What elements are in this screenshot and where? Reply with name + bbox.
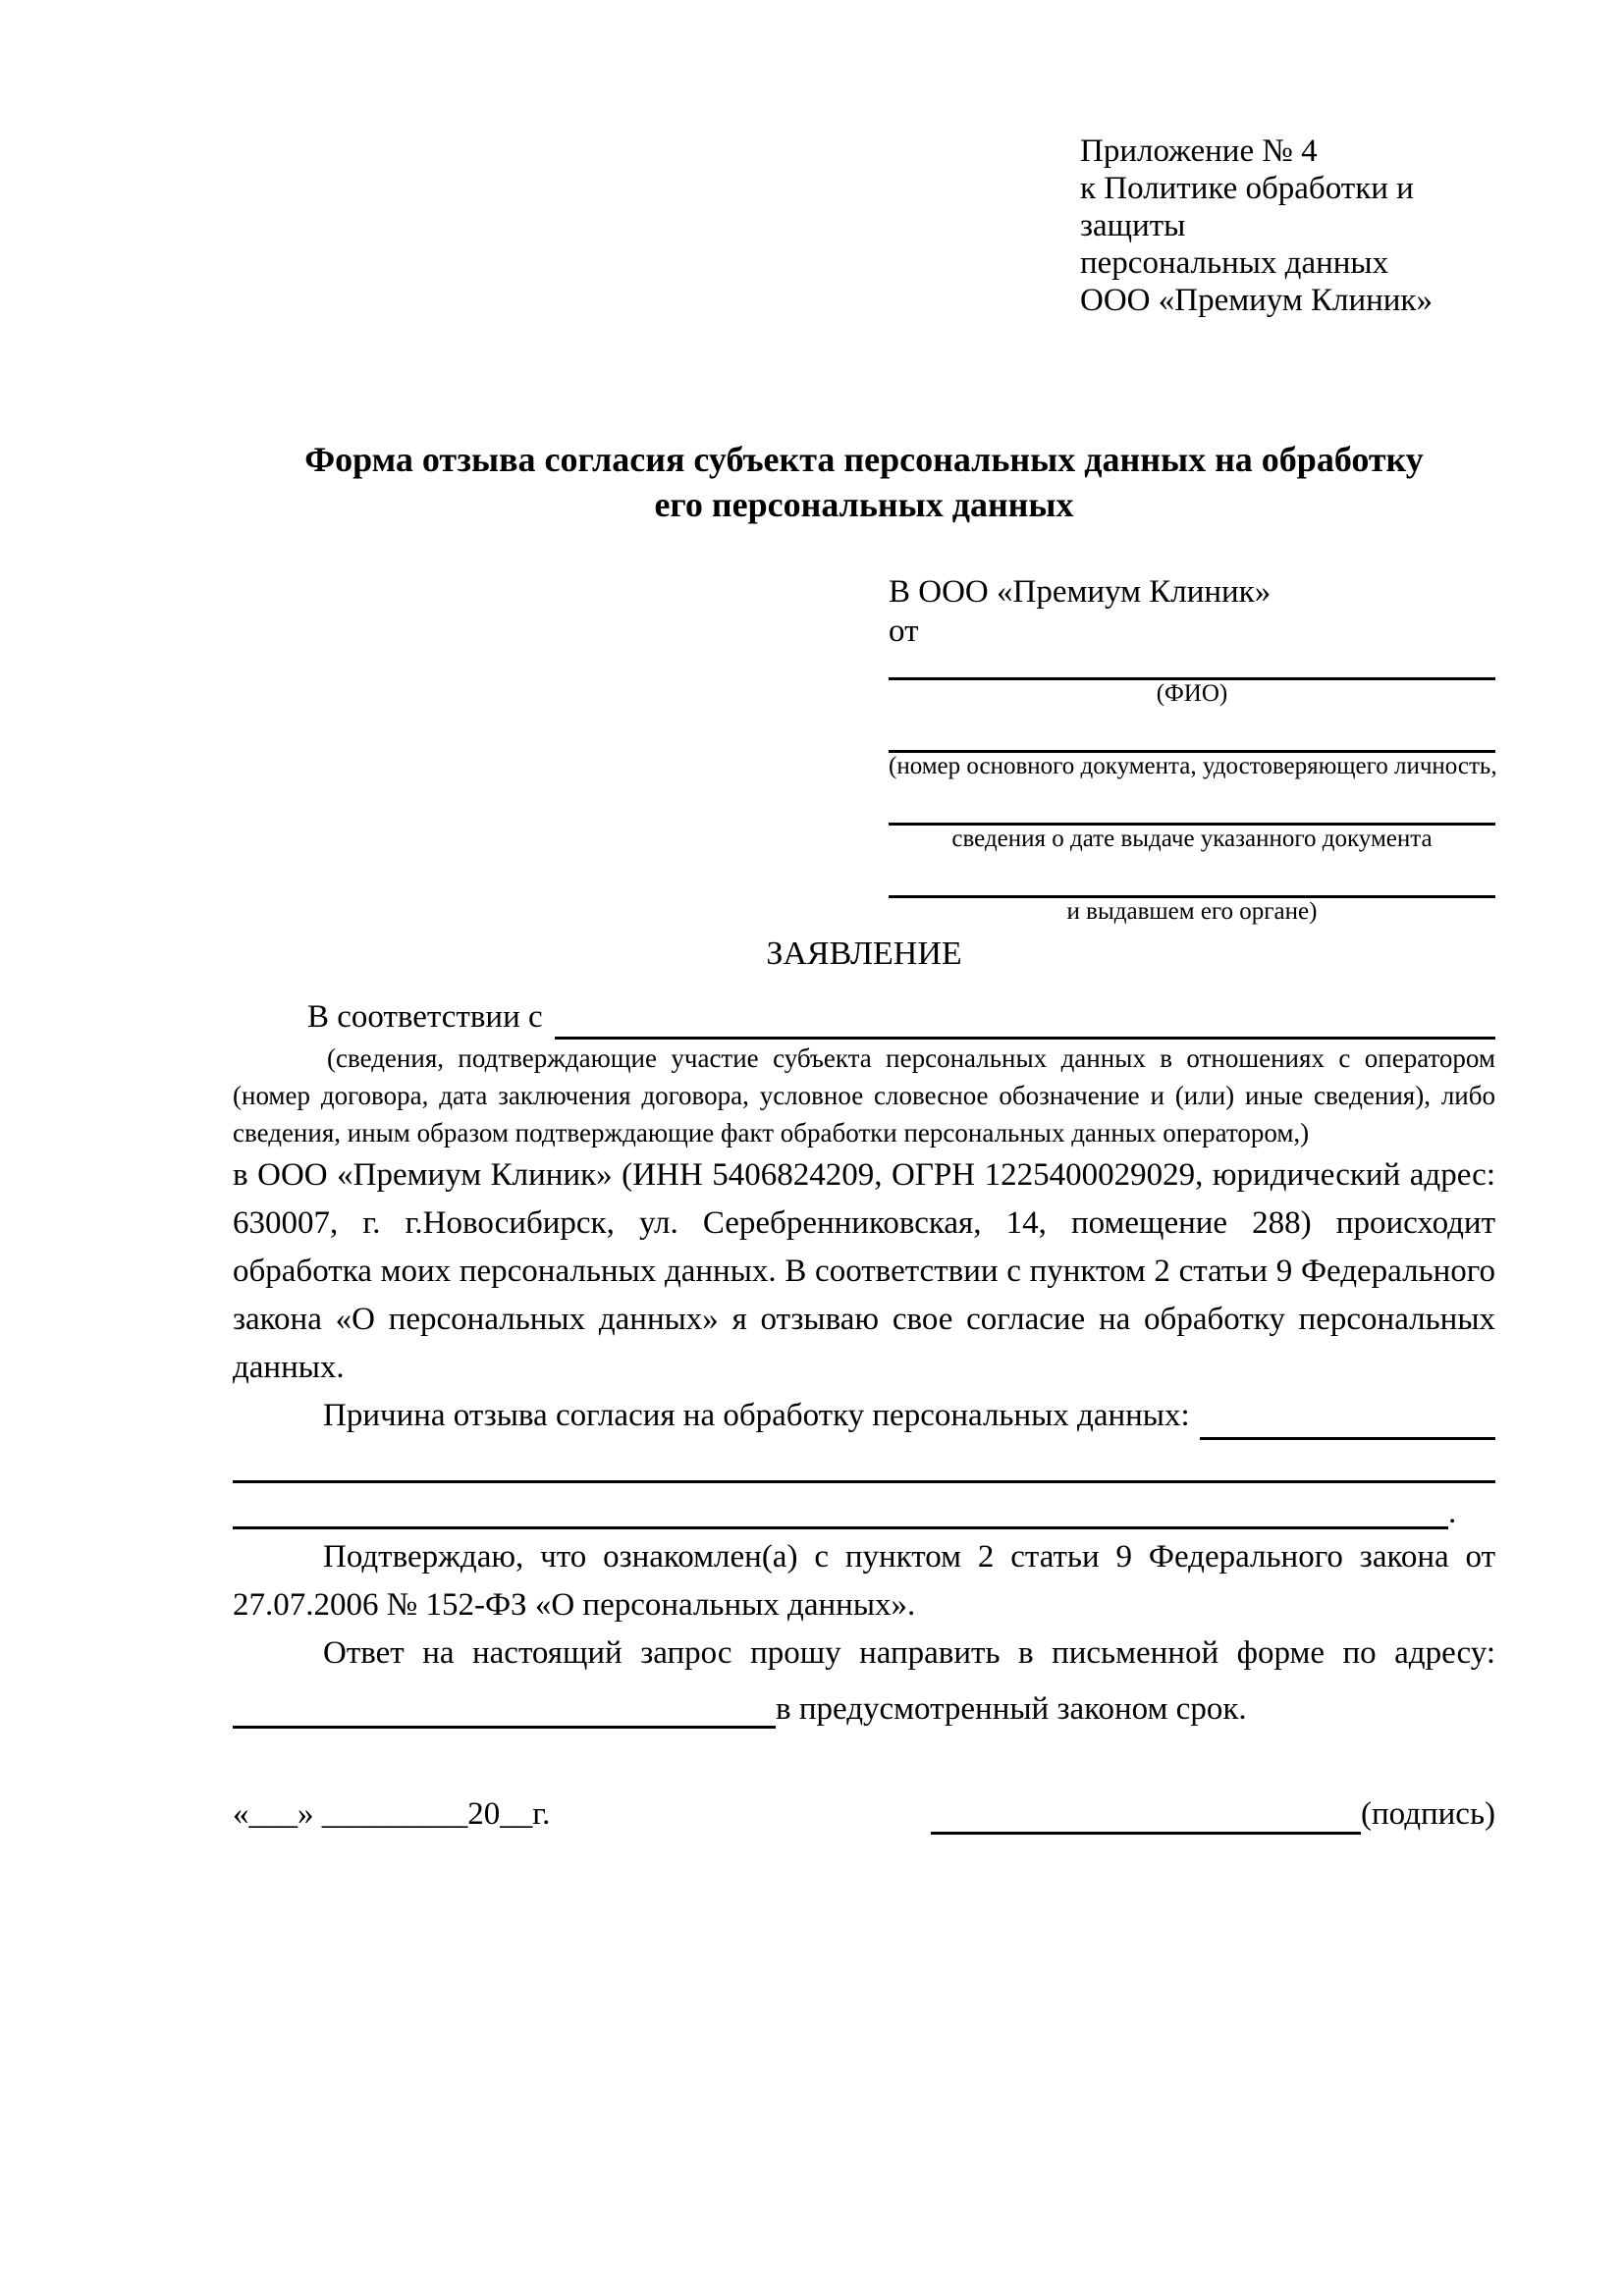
statement-heading: ЗАЯВЛЕНИЕ xyxy=(766,935,962,972)
intro-row xyxy=(233,994,1495,1040)
addressee-from-label: от xyxy=(889,614,919,649)
reply-request-paragraph: Ответ на настоящий запрос прошу направить в письменной форме по адресу: xyxy=(323,1635,1495,1671)
blank-line-2 xyxy=(233,1483,1495,1529)
intro-note: (сведения, подтверждающие участие субъекта персональных данных в отношениях с оператором (номер договора, дата заключения договора, условное словесное обозначение и (или) иные сведения), либо сведения, иным образом подтверждающие факт обработки персональных данных оператором,) xyxy=(233,1043,1495,1148)
reply-suffix: в предусмотренный законом срок. xyxy=(776,1691,1247,1727)
blank-line-1 xyxy=(233,1440,1495,1483)
fio-blank-line xyxy=(889,651,1495,680)
reason-label: Причина отзыва согласия на обработку персональных данных: xyxy=(323,1398,1190,1433)
issue-date-caption: сведения о дате выдаче указанного документа xyxy=(951,826,1433,852)
attachment-header xyxy=(1080,133,1495,319)
signature-blank-line xyxy=(931,1797,1361,1835)
intro-prefix: В соответствии с xyxy=(307,999,543,1035)
signature-group xyxy=(931,1793,1495,1835)
intro-blank-line xyxy=(555,994,1495,1040)
confirmation-paragraph: Подтверждаю, что ознакомлен(а) с пунктом 2 статьи 9 Федерального закона от 27.07.2006 № 152-ФЗ «О персональных данных». xyxy=(233,1539,1495,1623)
date-line: «___» _________20__г. xyxy=(233,1796,551,1832)
body-paragraph: в ООО «Премиум Клиник» (ИНН 5406824209, ОГРН 1225400029029, юридический адрес: 630007, г. г.Новосибирск, ул. Серебренниковская, 14, помещение 288) происходит обработка моих персональных данных. В соответствии с пунктом 2 статьи 9 Федерального закона «О персональных данных» я отзываю свое согласие на обработку персональных данных. xyxy=(233,1157,1495,1385)
issuing-authority-blank-line xyxy=(889,853,1495,898)
reason-blank-line xyxy=(1200,1392,1495,1440)
blank-line-2-rule xyxy=(233,1483,1448,1529)
line-end-period: . xyxy=(1448,1495,1457,1530)
addressee-block xyxy=(889,572,1495,926)
reply-address-row xyxy=(233,1678,1495,1729)
fio-caption: (ФИО) xyxy=(1156,680,1228,707)
title-line: его персональных данных xyxy=(654,485,1074,524)
attachment-header-line: персональных данных xyxy=(1080,245,1389,281)
attachment-header-line: ООО «Премиум Клиник» xyxy=(1080,283,1433,318)
signature-caption: (подпись) xyxy=(1361,1796,1495,1832)
document-number-caption: (номер основного документа, удостоверяющего личность, xyxy=(889,753,1497,779)
attachment-header-line: к Политике обработки и защиты xyxy=(1080,171,1414,243)
addressee-to: В ООО «Премиум Клиник» xyxy=(889,574,1272,610)
reply-address-blank-line xyxy=(233,1678,776,1729)
document-number-blank-line xyxy=(889,708,1495,753)
signature-row xyxy=(233,1793,1495,1835)
issue-date-blank-line xyxy=(889,780,1495,826)
reason-row xyxy=(233,1392,1495,1440)
title-line: Форма отзыва согласия субъекта персональных данных на обработку xyxy=(304,440,1424,479)
document-title xyxy=(233,437,1495,527)
issuing-authority-caption: и выдавшем его органе) xyxy=(1066,898,1318,925)
attachment-header-line: Приложение № 4 xyxy=(1080,133,1318,169)
